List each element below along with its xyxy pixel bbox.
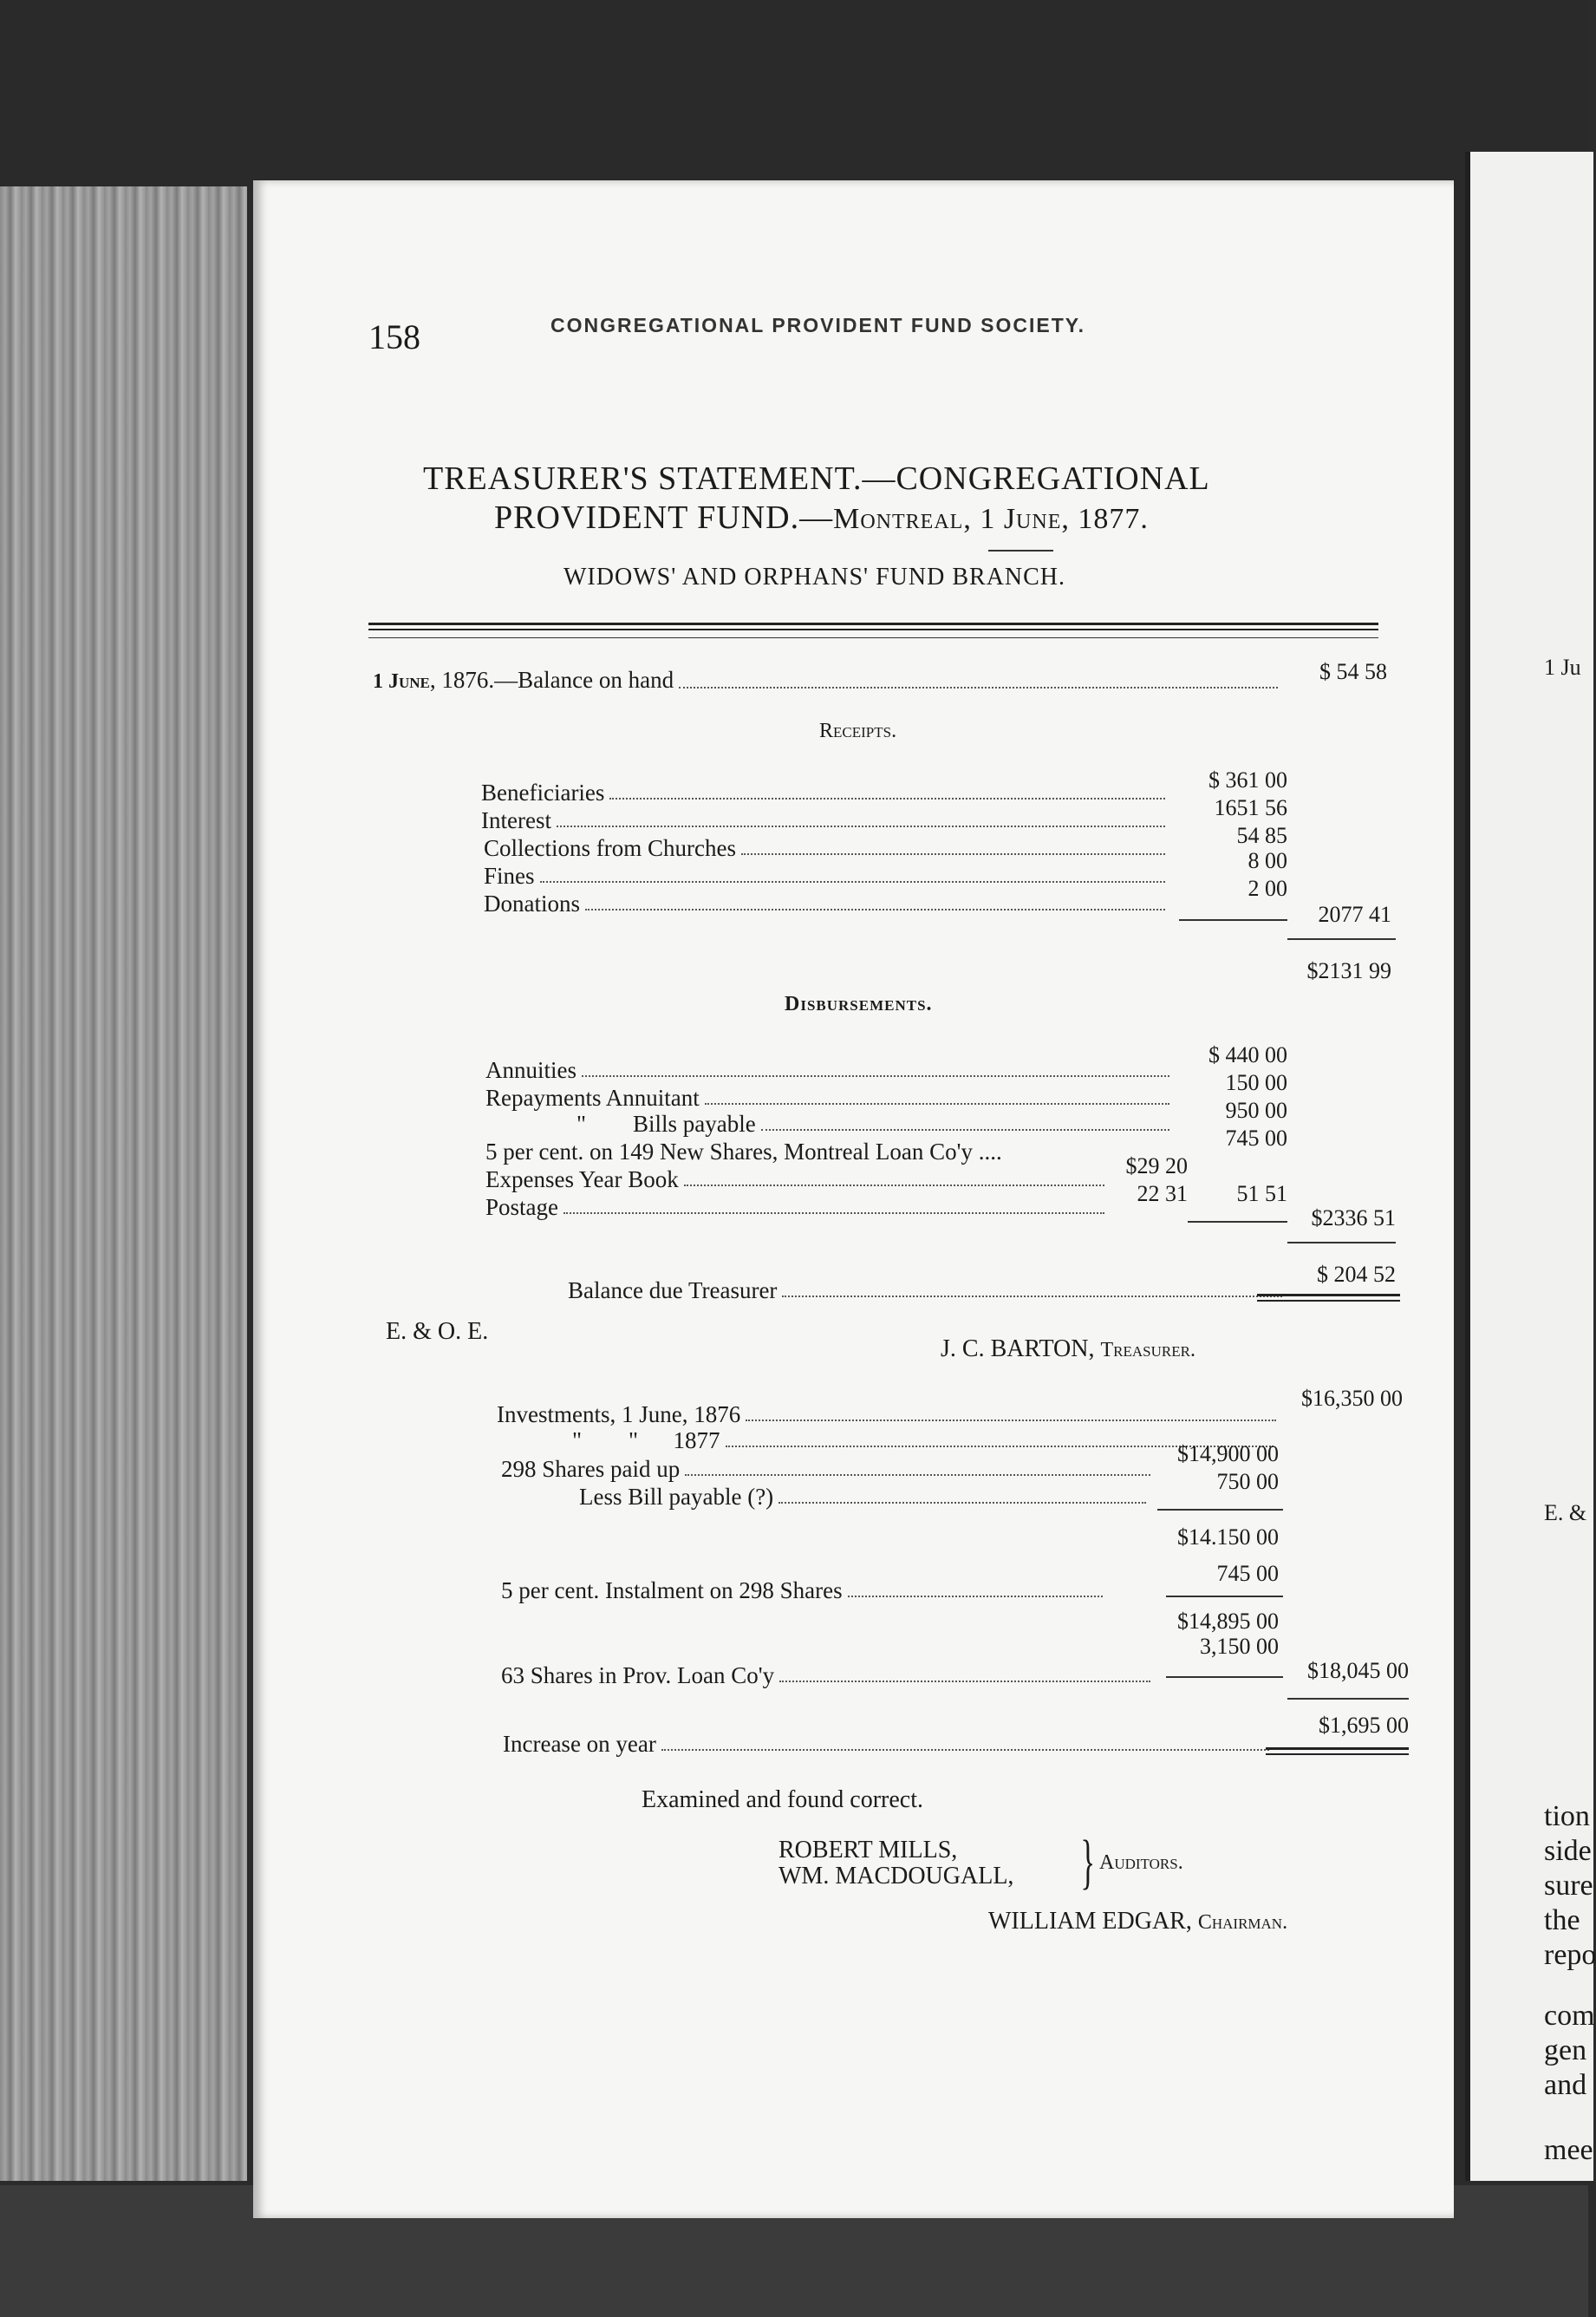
book-page-edges [0,186,247,2181]
title-rule [988,550,1053,552]
disbursements-total: $2336 51 [1311,1205,1396,1230]
disbursements-sum-rule [1188,1221,1287,1223]
investment-amount: $14,900 00 [1177,1441,1279,1466]
facing-fragment: side [1544,1835,1592,1867]
eoe-note: E. & O. E. [386,1318,489,1345]
balance-double-rule [1257,1294,1400,1302]
treasurer-signature [941,1335,1195,1363]
facing-fragment: and [1544,2069,1587,2101]
disbursement-row [485,1193,1110,1221]
grand-total-rule [1287,938,1396,940]
facing-fragment: E. & [1544,1500,1587,1525]
receipt-row [484,862,1170,890]
disbursement-row [485,1056,1175,1084]
opening-balance-row [373,666,1283,695]
investment-label: Less Bill payable (?) [579,1484,774,1510]
receipt-label: Collections from Churches [484,835,736,861]
opening-amount: $ 54 58 [1319,659,1387,684]
investment-row [501,1661,1156,1689]
investment-subtotal: $14.150 00 [1177,1524,1279,1550]
investment-amount: 3,150 00 [1200,1634,1279,1659]
investment-rule [1166,1596,1283,1597]
title-place-date: Montreal, 1 June, 1877. [833,503,1149,535]
title-fund: PROVIDENT FUND.— [494,499,834,536]
receipt-row [484,834,1170,862]
investment-amount: 745 00 [1216,1561,1279,1586]
investment-rule [1157,1509,1283,1511]
disbursement-row [577,1110,1175,1138]
receipts-total: 2077 41 [1318,902,1391,927]
investment-label: " " 1877 [572,1427,720,1453]
investment-row [501,1576,1108,1604]
investment-rule [1166,1676,1283,1678]
receipt-row [481,806,1170,834]
opening-date: 1 June [373,670,430,693]
facing-fragment: sure [1544,1870,1593,1902]
receipt-amount: 8 00 [1247,848,1287,873]
auditors-role: Auditors. [1099,1851,1183,1874]
investment-label: 63 Shares in Prov. Loan Co'y [501,1662,775,1688]
disbursements-heading: Disbursements. [785,993,933,1015]
investment-label: 298 Shares paid up [501,1456,681,1482]
disbursement-label: " Bills payable [577,1111,756,1137]
receipt-label: Beneficiaries [481,780,605,806]
disbursement-amount: 51 51 [1236,1181,1287,1206]
investment-total: $18,045 00 [1307,1658,1409,1683]
increase-row [503,1730,1274,1758]
disbursement-label: Postage [485,1194,558,1220]
balance-amount: $ 204 52 [1317,1262,1396,1287]
disbursement-amount: 950 00 [1225,1098,1287,1123]
receipt-label: Fines [484,863,535,889]
balance-row [568,1276,1287,1304]
running-title: CONGREGATIONAL PROVIDENT FUND SOCIETY. [550,314,1085,336]
disbursement-label: 5 per cent. on 149 New Shares, Montreal Loan Co'y .... [485,1139,1002,1165]
facing-fragment: repo [1544,1939,1596,1971]
examined-note: Examined and found correct. [642,1786,923,1813]
receipts-grand-total: $2131 99 [1306,958,1391,983]
balance-label: Balance due Treasurer [568,1277,778,1303]
receipt-amount: $ 361 00 [1208,767,1287,793]
disbursement-row [485,1138,1179,1165]
receipt-label: Interest [481,807,551,833]
investment-label: Investments, 1 June, 1876 [497,1401,741,1427]
receipt-row [481,779,1170,806]
disbursement-amount: 150 00 [1225,1070,1287,1095]
auditor-name: WM. MACDOUGALL, [778,1863,1014,1889]
treasurer-role: Treasurer. [1100,1339,1195,1361]
disbursement-sub-amount: 22 31 [1137,1181,1188,1206]
disbursement-amount: $ 440 00 [1208,1042,1287,1067]
opening-label: , 1876.—Balance on hand [429,667,674,693]
disbursement-amount: 745 00 [1225,1126,1287,1151]
disbursement-sub-amount: $29 20 [1125,1153,1188,1178]
balance-rule [1287,1242,1396,1243]
disbursement-label: Expenses Year Book [485,1166,679,1192]
facing-page [1465,152,1596,2181]
investment-subtotal: $14,895 00 [1177,1609,1279,1634]
investment-row [501,1455,1156,1483]
section-subtitle: WIDOWS' AND ORPHANS' FUND BRANCH. [563,564,1066,591]
receipts-sum-rule [1179,919,1287,921]
header-rule [368,637,1378,638]
disbursement-label: Repayments Annuitant [485,1085,700,1111]
receipt-amount: 1651 56 [1214,795,1287,820]
page-number: 158 [368,317,420,356]
facing-fragment: mee [1544,2134,1593,2166]
leader-dots [679,687,1278,689]
facing-fragment: the [1544,1904,1580,1936]
increase-label: Increase on year [503,1731,656,1757]
disbursement-row [485,1084,1175,1112]
page-title-line2 [494,499,1149,537]
treasurer-name: J. C. BARTON, [941,1335,1095,1362]
facing-fragment: gen [1544,2034,1587,2066]
increase-amount: $1,695 00 [1319,1713,1409,1738]
increase-rule [1287,1698,1409,1700]
increase-double-rule [1266,1747,1409,1755]
facing-fragment: com [1544,2000,1595,2032]
chairman-role: Chairman. [1197,1911,1288,1934]
investment-row [497,1400,1281,1428]
investment-row [579,1483,1151,1511]
receipts-heading: Receipts. [819,720,897,742]
investment-label: 5 per cent. Instalment on 298 Shares [501,1577,843,1603]
chairman-name: WILLIAM EDGAR, [988,1908,1192,1935]
chairman-signature [988,1908,1287,1935]
auditor-name: ROBERT MILLS, [778,1837,958,1863]
header-double-rule [368,623,1378,630]
auditors-brace: } [1080,1829,1096,1896]
receipt-amount: 54 85 [1236,823,1287,848]
page-title: TREASURER'S STATEMENT.—CONGREGATIONAL [423,460,1210,497]
investment-amount: $16,350 00 [1301,1386,1403,1411]
disbursement-row [485,1165,1110,1193]
receipt-amount: 2 00 [1247,876,1287,901]
facing-fragment: tion [1544,1800,1590,1832]
disbursement-label: Annuities [485,1057,577,1083]
investment-amount: 750 00 [1216,1469,1279,1494]
facing-fragment: 1 Ju [1544,655,1581,680]
receipt-row [484,890,1170,917]
receipt-label: Donations [484,891,580,917]
dark-background-top [0,0,1588,199]
